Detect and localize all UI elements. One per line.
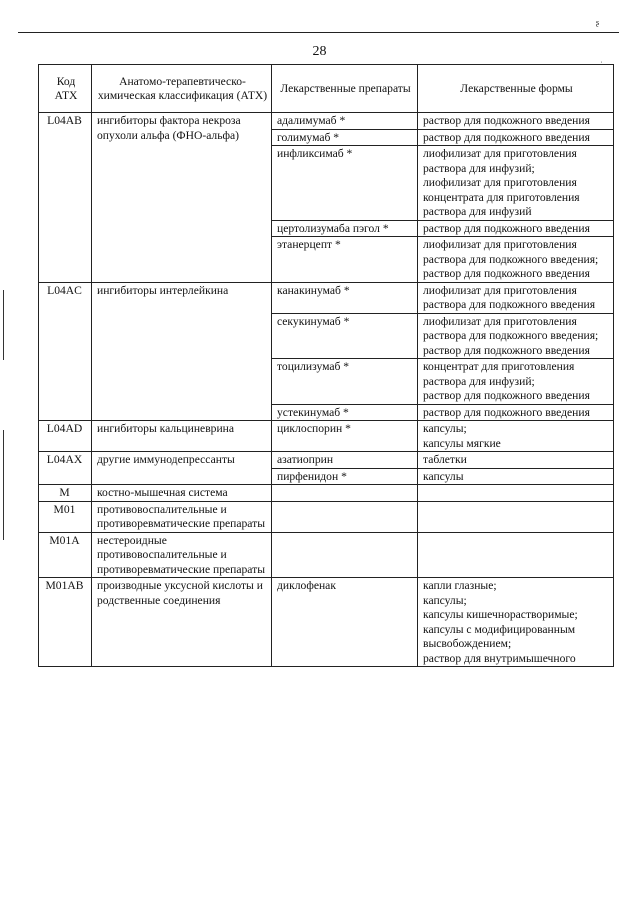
dosage-form-line: раствор для подкожного введения [423,389,590,402]
dosage-form-line: капсулы; [423,422,467,435]
dosage-form-line: лиофилизат для приготовления раствора для подкожного введения [423,283,596,311]
dosage-form-line: раствор для подкожного введения [423,267,590,280]
forms-cell [418,421,614,452]
forms-cell [418,113,614,130]
classification-cell: ингибиторы кальциневрина [92,421,272,452]
dosage-form-line: лиофилизат для приготовления раствора для подкожного введения; [423,314,599,342]
forms-cell [418,404,614,421]
classification-cell: производные уксусной кислоты и родственные соединения [92,578,272,667]
drug-cell: пирфенидон * [272,468,418,485]
atx-code-cell: L04AB [39,113,92,283]
forms-cell [418,146,614,221]
atx-code-cell: L04AX [39,452,92,485]
dosage-form-line: капсулы мягкие [423,436,501,450]
header-classification: Анатомо-терапевтическо-химическая классификация (АТХ) [92,65,272,113]
drug-cell [272,532,418,578]
atx-code-cell: M01A [39,532,92,578]
dosage-form-line: капсулы [423,469,464,483]
drug-cell: диклофенак [272,578,418,667]
page-number: 28 [312,44,327,59]
forms-cell [418,501,614,532]
table-row [39,452,614,469]
top-rule [18,32,619,33]
drug-cell: циклоспорин * [272,421,418,452]
dosage-form-line: раствор для подкожного введения [423,114,590,127]
classification-cell: нестероидные противовоспалительные и противоревматические препараты [92,532,272,578]
header-drugs: Лекарственные препараты [272,65,418,113]
dosage-form-line: капсулы кишечнорастворимые; [423,608,578,621]
forms-cell [418,578,614,667]
dosage-form-line: таблетки [423,453,467,466]
dosage-form-line: капсулы; [423,593,467,607]
dosage-form-line: раствор для подкожного введения [423,130,590,144]
table-row [39,532,614,578]
dosage-form-line: лиофилизат для приготовления раствора для подкожного введения; [423,238,599,266]
classification-cell: противовоспалительные и противоревматические препараты [92,501,272,532]
classification-cell: костно-мышечная система [92,485,272,502]
drug-cell: азатиоприн [272,452,418,469]
table-row [39,485,614,502]
drug-cell: голимумаб * [272,129,418,146]
dosage-form-line: капли глазные; [423,579,497,592]
table-row [39,113,614,130]
drug-cell: тоцилизумаб * [272,359,418,405]
header-forms: Лекарственные формы [418,65,614,113]
forms-cell [418,129,614,146]
atx-table [38,64,614,667]
drug-cell: адалимумаб * [272,113,418,130]
classification-cell: ингибиторы фактора некроза опухоли альфа (ФНО-альфа) [92,113,272,283]
drug-cell [272,485,418,502]
dosage-form-line: лиофилизат для приготовления раствора для инфузий; [423,147,577,175]
drug-cell: канакинумаб * [272,282,418,313]
forms-cell [418,532,614,578]
table-body [39,113,614,667]
atx-code-cell: M [39,485,92,502]
scan-mark: ʂ [596,18,600,27]
forms-cell [418,237,614,283]
dosage-form-line: раствор для подкожного введения [423,221,590,235]
forms-cell [418,220,614,237]
table-row [39,421,614,452]
classification-cell: другие иммунодепрессанты [92,452,272,485]
drug-cell: секукинумаб * [272,313,418,359]
table-row [39,501,614,532]
table-row [39,282,614,313]
dosage-form-line: лиофилизат для приготовления концентрата для приготовления раствора для инфузий [423,176,580,218]
forms-cell [418,313,614,359]
scan-artifact-line [3,430,4,540]
dosage-form-line: капсулы с модифицированным высвобождением; [423,622,576,650]
drug-cell: устекинумаб * [272,404,418,421]
header-code: Код АТХ [39,65,92,113]
dosage-form-line: раствор для подкожного введения [423,405,590,419]
forms-cell [418,468,614,485]
dosage-form-line: раствор для подкожного введения [423,343,590,357]
atx-code-cell: M01 [39,501,92,532]
forms-cell [418,359,614,405]
table-header-row [39,65,614,113]
scan-artifact-line [3,290,4,360]
drug-cell: цертолизумаба пэгол * [272,220,418,237]
atx-code-cell: M01AB [39,578,92,667]
atx-code-cell: L04AC [39,282,92,421]
classification-cell: ингибиторы интерлейкина [92,282,272,421]
forms-cell [418,452,614,469]
drug-cell [272,501,418,532]
scan-mark: ˙ [600,60,603,69]
drug-cell: инфликсимаб * [272,146,418,221]
dosage-form-line: концентрат для приготовления раствора для инфузий; [423,360,575,388]
forms-cell [418,485,614,502]
drug-cell: этанерцепт * [272,237,418,283]
atx-code-cell: L04AD [39,421,92,452]
forms-cell [418,282,614,313]
table-row [39,578,614,667]
dosage-form-line: раствор для внутримышечного [423,651,576,665]
